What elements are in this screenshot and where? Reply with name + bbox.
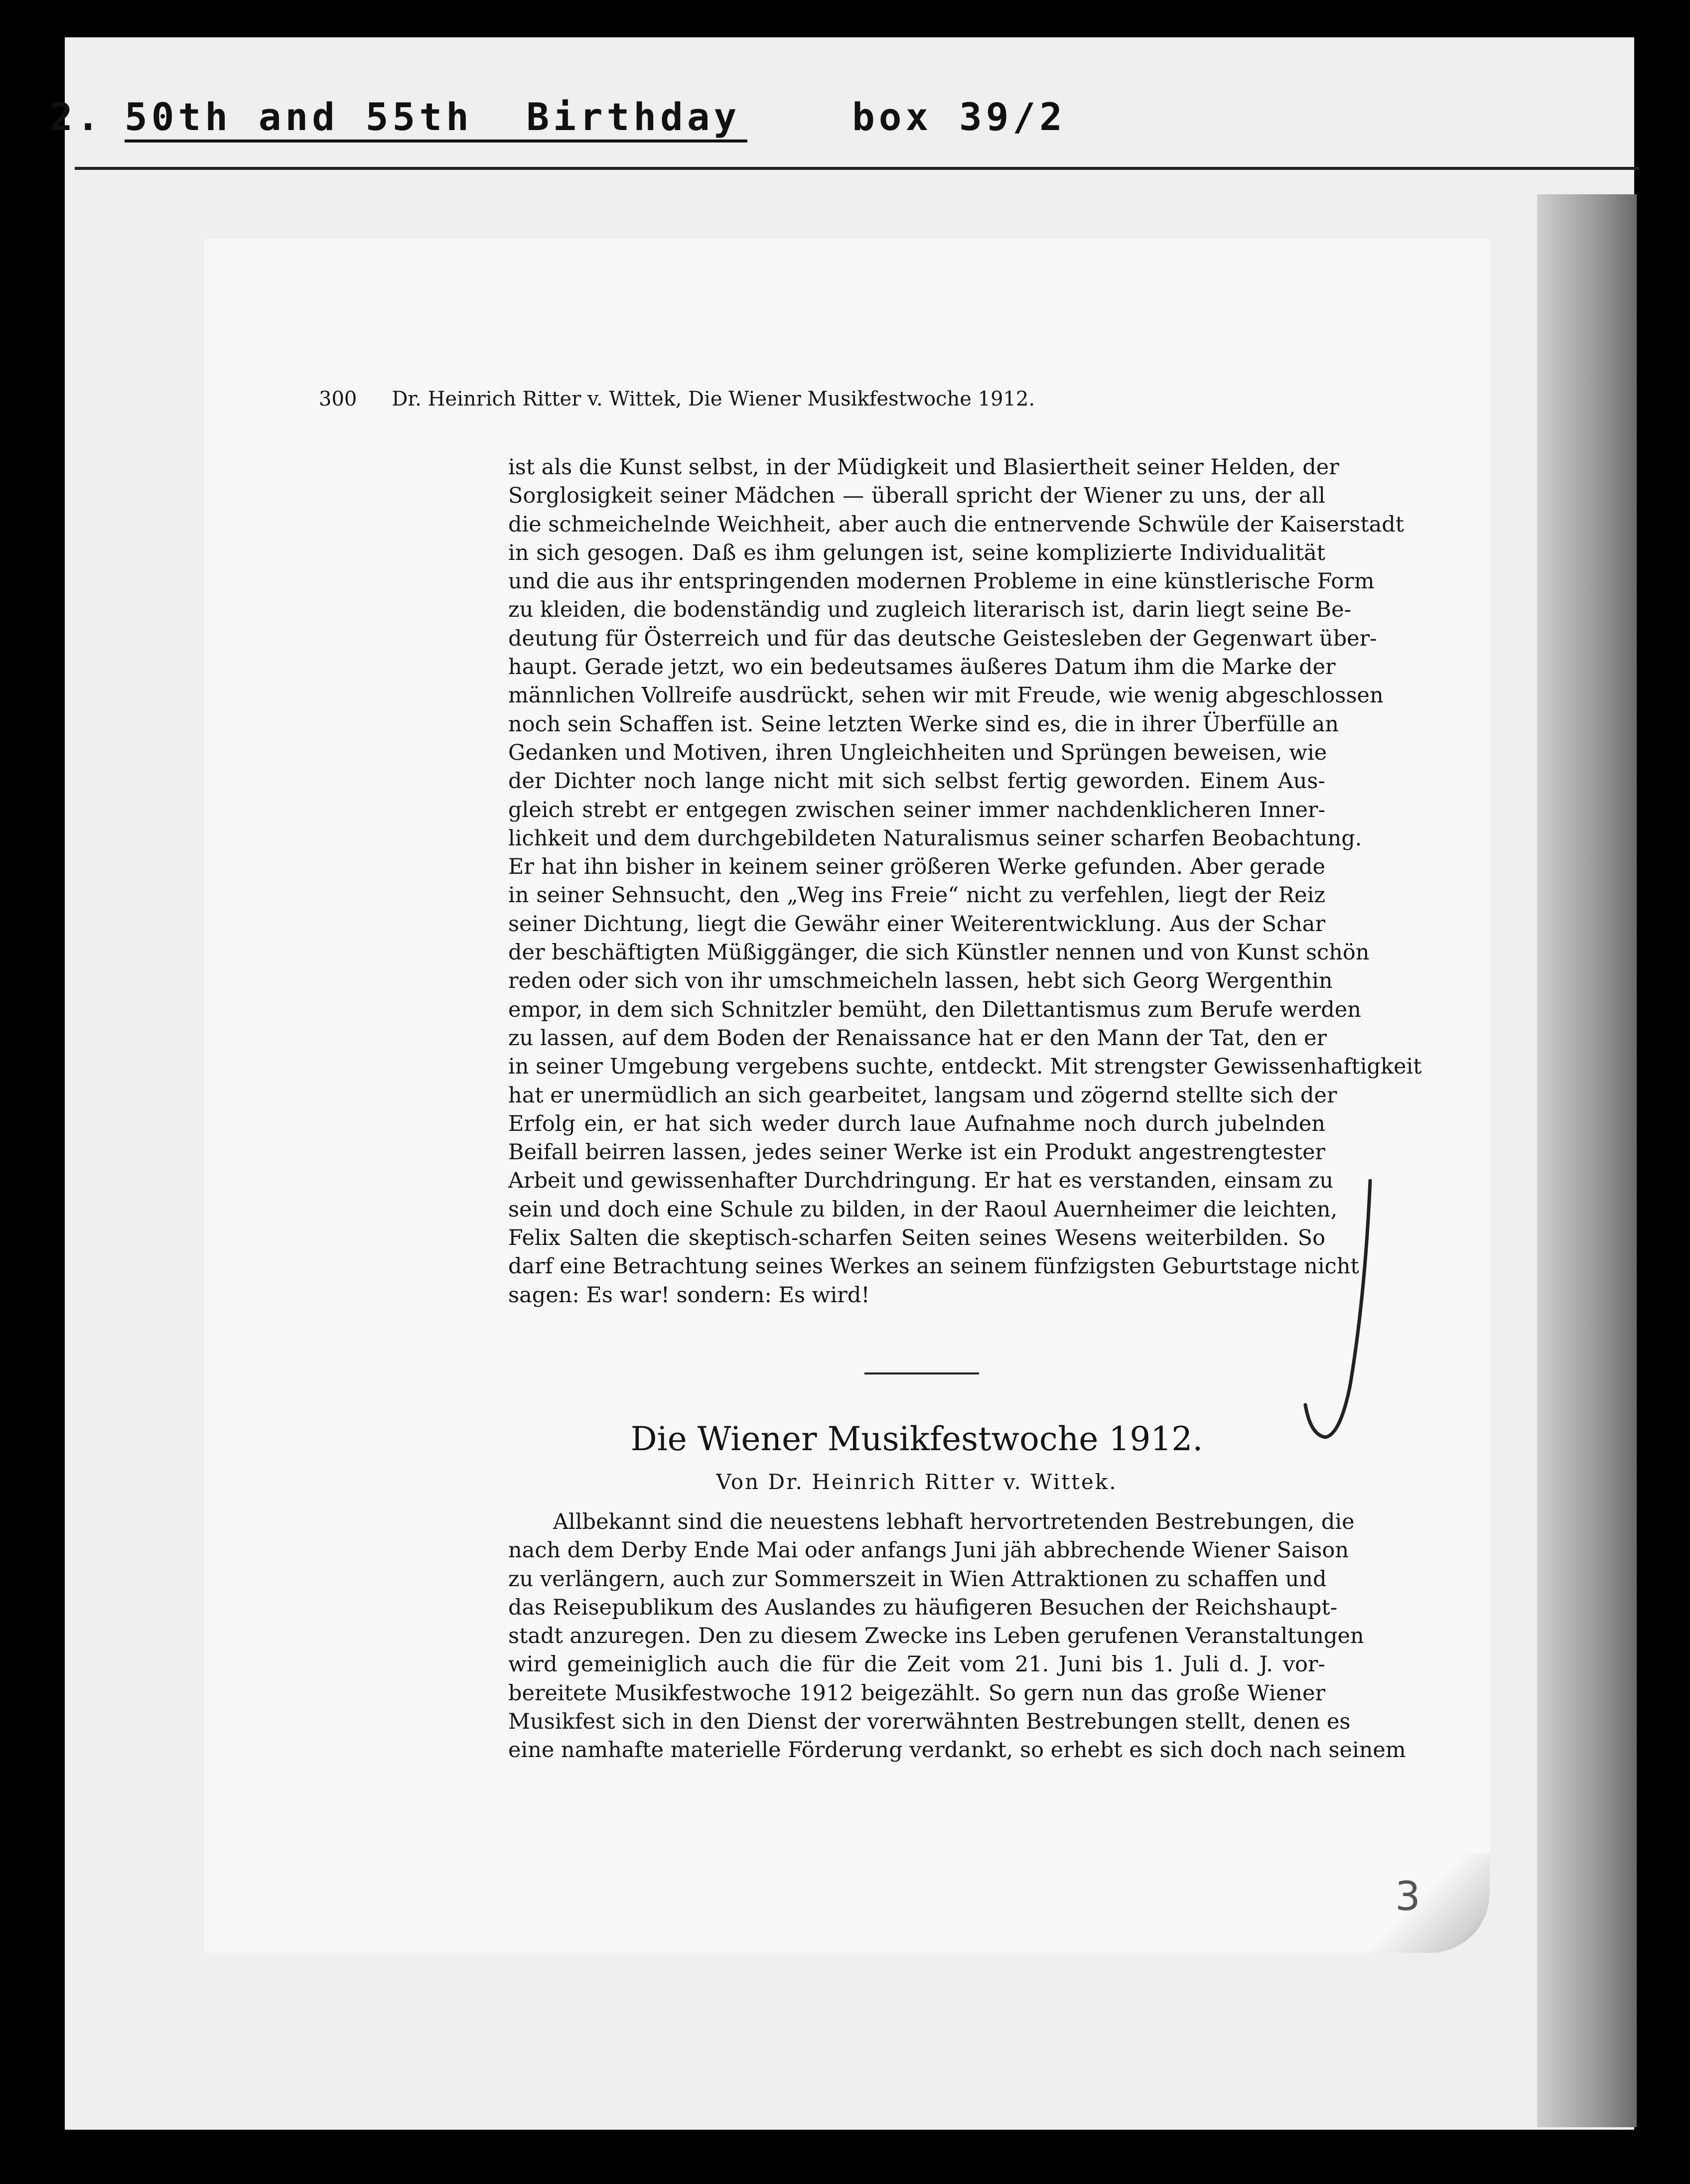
folder-label-prefix: 2. bbox=[50, 95, 104, 139]
text-line: der Dichter noch lange nicht mit sich selbst fertig geworden. Einem Aus- bbox=[508, 769, 1325, 794]
text-line: Gedanken und Motiven, ihren Ungleichheiten und Sprüngen beweisen, wie bbox=[508, 740, 1327, 765]
text-line: lichkeit und dem durchgebildeten Naturalismus seiner scharfen Beobachtung. bbox=[508, 825, 1362, 851]
text-line: die schmeichelnde Weichheit, aber auch die entnervende Schwüle der Kaiserstadt bbox=[508, 512, 1405, 537]
text-line: zu kleiden, die bodenständig und zugleich literarisch ist, darin liegt seine Be- bbox=[508, 597, 1352, 623]
text-line: Felix Salten die skeptisch-scharfen Seiten seines Wesens weiterbilden. So bbox=[508, 1226, 1325, 1251]
text-line: und die aus ihr entspringenden modernen Probleme in eine künstlerische Form bbox=[508, 569, 1375, 594]
text-line: in seiner Sehnsucht, den „Weg ins Freie“ nicht zu verfehlen, liegt der Reiz bbox=[508, 883, 1325, 908]
folder-label-underline bbox=[125, 139, 747, 142]
text-line: noch sein Schaffen ist. Seine letzten Werke sind es, die in ihrer Überfülle an bbox=[508, 711, 1339, 737]
essay-body bbox=[508, 453, 1422, 1310]
folder-edge-shadow bbox=[1537, 194, 1637, 2127]
text-line: empor, in dem sich Schnitzler bemüht, den Dilettantismus zum Berufe werden bbox=[508, 997, 1361, 1022]
header-rule bbox=[75, 167, 1639, 170]
text-line: männlichen Vollreife ausdrückt, sehen wir mit Freude, wie wenig abgeschlossen bbox=[508, 683, 1384, 708]
running-head-text: Dr. Heinrich Ritter v. Wittek, Die Wiener Musikfestwoche 1912. bbox=[392, 388, 1035, 410]
text-line: haupt. Gerade jetzt, wo ein bedeutsames äußeres Datum ihm die Marke der bbox=[508, 655, 1336, 680]
article-title: Die Wiener Musikfestwoche 1912. bbox=[630, 1420, 1203, 1458]
text-line: Beifall beirren lassen, jedes seiner Werke ist ein Produkt angestrengtester bbox=[508, 1140, 1325, 1165]
page-mark: 3 bbox=[1395, 1873, 1420, 1919]
text-line: bereitete Musikfestwoche 1912 beigezählt. So gern nun das große Wiener bbox=[508, 1680, 1325, 1706]
text-line: sagen: Es war! sondern: Es wird! bbox=[508, 1282, 870, 1308]
text-line: hat er unermüdlich an sich gearbeitet, langsam und zögernd stellte sich der bbox=[508, 1083, 1337, 1108]
text-line: in sich gesogen. Daß es ihm gelungen ist, seine komplizierte Individualität bbox=[508, 540, 1325, 565]
text-line: gleich strebt er entgegen zwischen seiner immer nachdenklicheren Inner- bbox=[508, 797, 1325, 822]
text-line: Erfolg ein, er hat sich weder durch laue Aufnahme noch durch jubelnden bbox=[508, 1111, 1325, 1136]
text-line: eine namhafte materielle Förderung verdankt, so erhebt es sich doch nach seinem bbox=[508, 1738, 1406, 1763]
text-line: in seiner Umgebung vergebens suchte, entdeckt. Mit strengster Gewissenhaftigkeit bbox=[508, 1054, 1422, 1080]
text-line: Allbekannt sind die neuestens lebhaft hervortretenden Bestrebungen, die bbox=[553, 1509, 1355, 1534]
text-line: zu verlängern, auch zur Sommerszeit in Wien Attraktionen zu schaffen und bbox=[508, 1566, 1327, 1592]
text-line: zu lassen, auf dem Boden der Renaissance hat er den Mann der Tat, den er bbox=[508, 1025, 1327, 1051]
article-byline: Von Dr. Heinrich Ritter v. Wittek. bbox=[716, 1470, 1118, 1494]
pencil-check-mark bbox=[1295, 1171, 1375, 1450]
folder-label bbox=[50, 95, 1545, 149]
section-separator bbox=[864, 1372, 979, 1374]
text-line: reden oder sich von ihr umschmeicheln lassen, hebt sich Georg Wergenthin bbox=[508, 968, 1333, 994]
running-head bbox=[319, 388, 1241, 410]
text-line: nach dem Derby Ende Mai oder anfangs Juni jäh abbrechende Wiener Saison bbox=[508, 1538, 1349, 1563]
folder-label-title: 50th and 55th Birthday bbox=[125, 95, 741, 139]
text-line: seiner Dichtung, liegt die Gewähr einer Weiterentwicklung. Aus der Schar bbox=[508, 911, 1325, 937]
text-line: Sorglosigkeit seiner Mädchen — überall spricht der Wiener zu uns, der all bbox=[508, 483, 1325, 509]
text-line: Arbeit und gewissenhafter Durchdringung. Er hat es verstanden, einsam zu bbox=[508, 1168, 1334, 1194]
text-line: Er hat ihn bisher in keinem seiner größeren Werke gefunden. Aber gerade bbox=[508, 854, 1325, 880]
text-line: wird gemeiniglich auch die für die Zeit vom 21. Juni bis 1. Juli d. J. vor- bbox=[508, 1652, 1325, 1677]
text-line: der beschäftigten Müßiggänger, die sich Künstler nennen und von Kunst schön bbox=[508, 940, 1370, 965]
text-line: sein und doch eine Schule zu bilden, in der Raoul Auernheimer die leichten, bbox=[508, 1197, 1338, 1222]
text-line: ist als die Kunst selbst, in der Müdigkeit und Blasiertheit seiner Helden, der bbox=[508, 455, 1339, 480]
folder-box-number: box 39/2 bbox=[852, 95, 1067, 139]
article-body bbox=[508, 1508, 1406, 1765]
text-line: darf eine Betrachtung seines Werkes an seinem fünfzigsten Geburtstage nicht bbox=[508, 1254, 1359, 1279]
text-line: Musikfest sich in den Dienst der vorerwähnten Bestrebungen stellt, denen es bbox=[508, 1709, 1351, 1735]
text-line: stadt anzuregen. Den zu diesem Zwecke ins Leben gerufenen Veranstaltungen bbox=[508, 1624, 1364, 1649]
text-line: das Reisepublikum des Auslandes zu häufigeren Besuchen der Reichshaupt- bbox=[508, 1595, 1338, 1620]
text-line: deutung für Österreich und für das deutsche Geistesleben der Gegenwart über- bbox=[508, 626, 1377, 651]
page-number: 300 bbox=[319, 388, 357, 410]
